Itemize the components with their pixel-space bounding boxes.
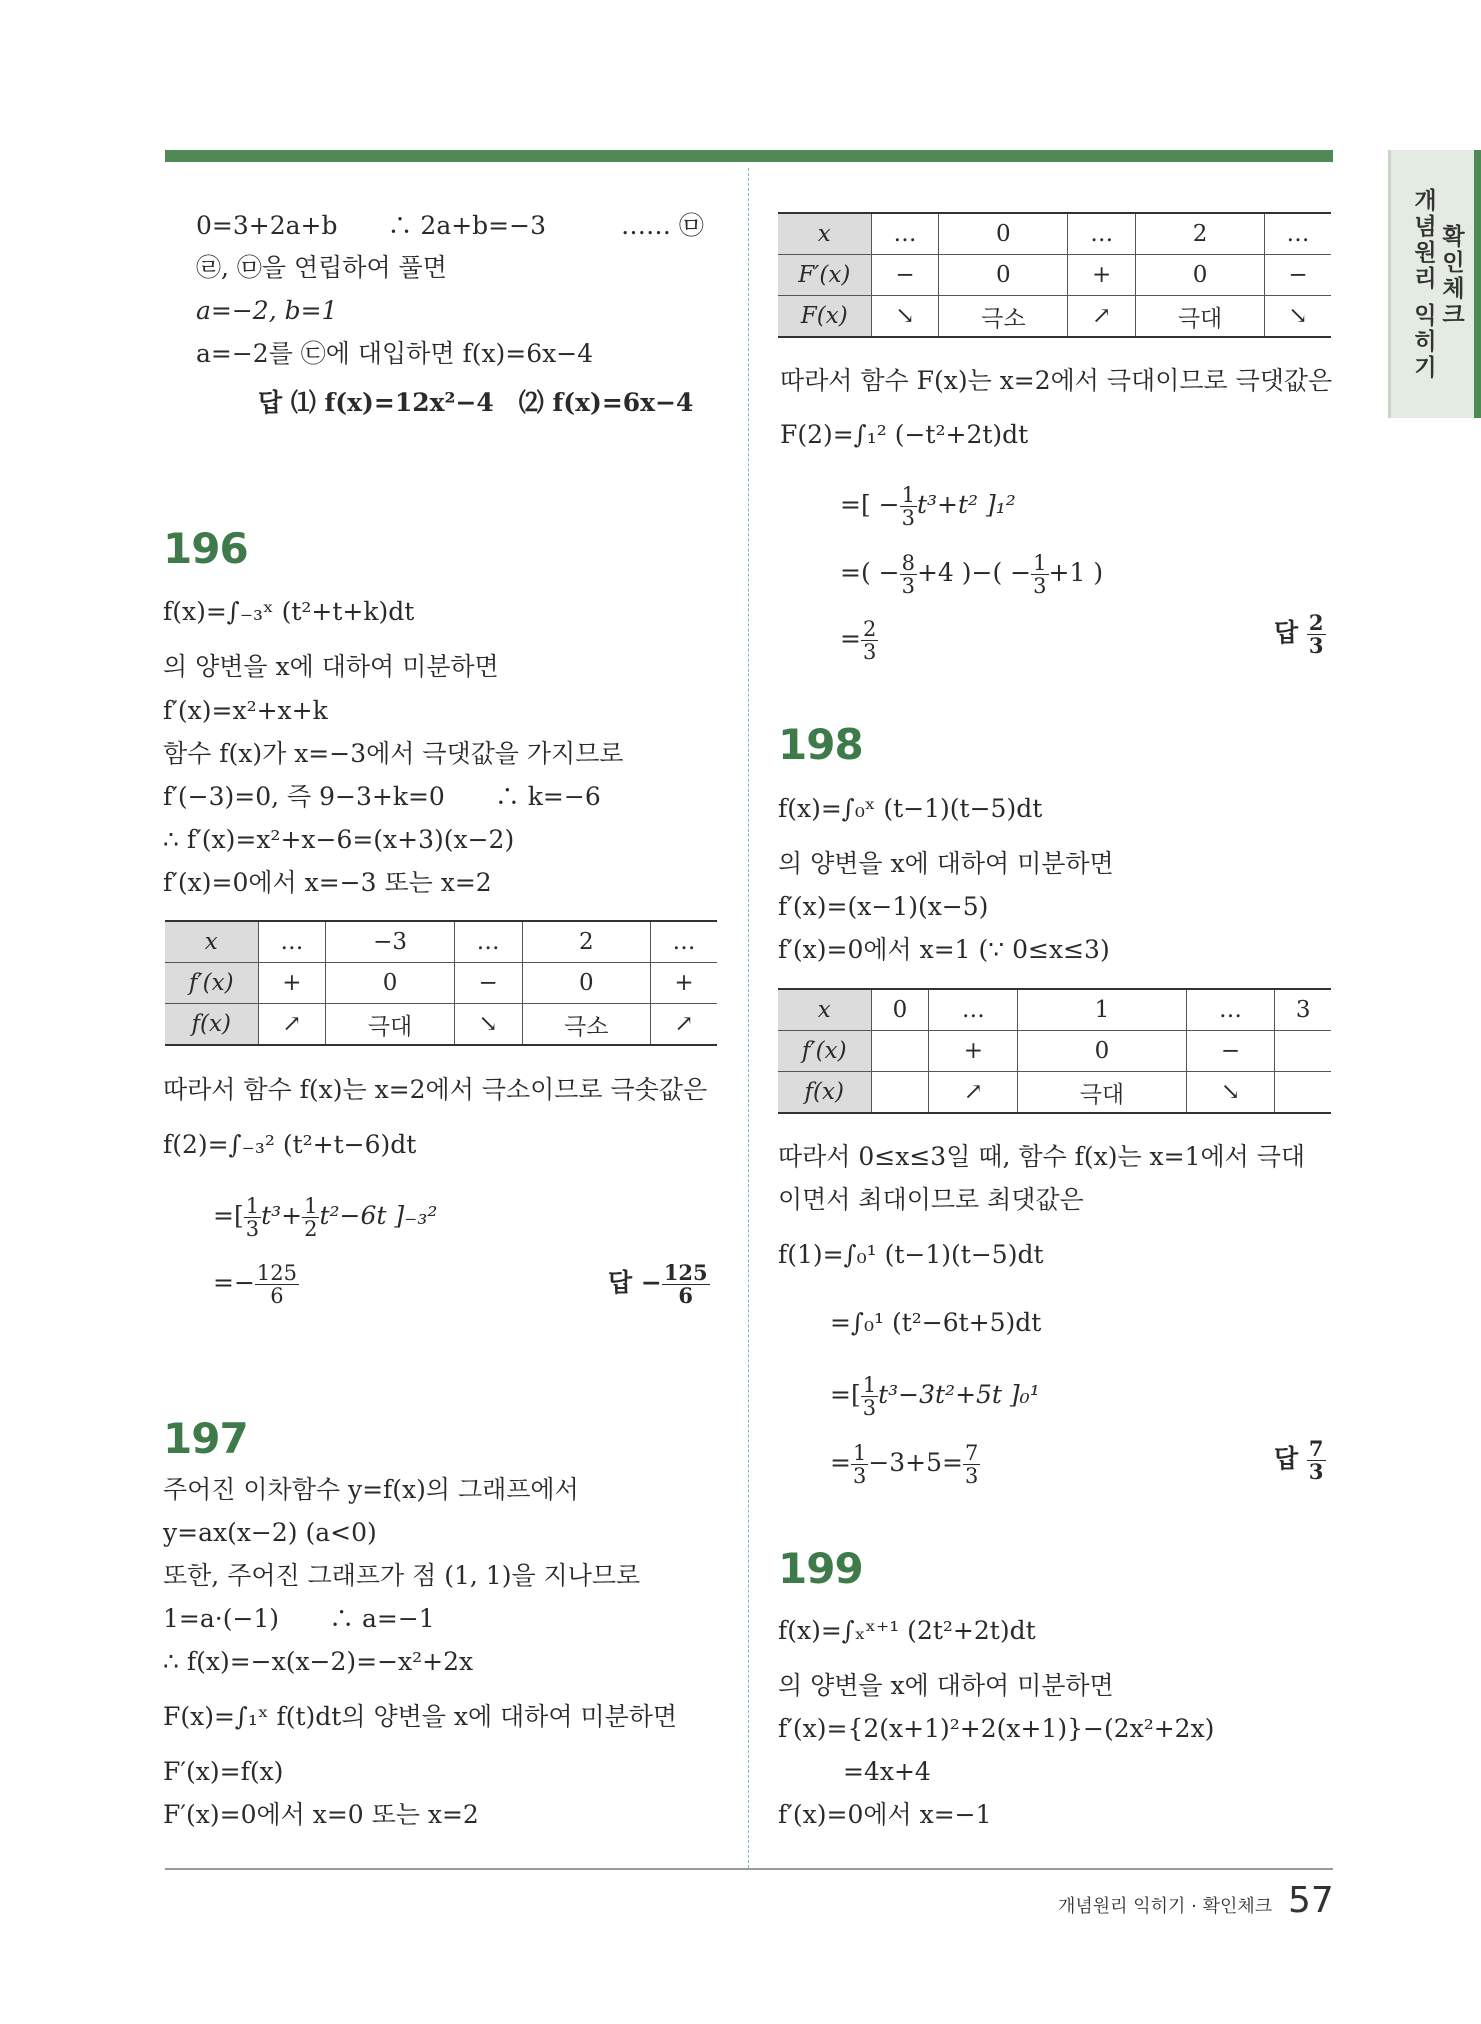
table-cell: … — [929, 989, 1018, 1031]
text-line: f′(x)=0에서 x=1 (∵ 0≤x≤3) — [778, 935, 1110, 964]
table-cell: f′(x) — [778, 1031, 871, 1072]
math-step: =∫₀¹ (t²−6t+5)dt — [830, 1308, 1042, 1337]
table-cell: ↘ — [1264, 296, 1331, 338]
math-step: =[ $\frac{1}{3}$ t³−3t²+5t ]₀¹ — [830, 1373, 1040, 1420]
text-line: ∴ f′(x)=x²+x−6=(x+3)(x−2) — [163, 825, 515, 854]
table-cell: + — [258, 963, 326, 1004]
page-number: 57 — [1288, 1880, 1334, 1921]
text-line: 0=3+2a+b ∴ 2a+b=−3 …… ㉤ — [196, 211, 704, 240]
problem-number: 198 — [778, 720, 863, 769]
text-line: 의 양변을 x에 대하여 미분하면 — [163, 652, 499, 681]
table-cell: − — [1186, 1031, 1275, 1072]
table-cell: 1 — [1018, 989, 1186, 1031]
text-line: 따라서 함수 f(x)는 x=2에서 극소이므로 극솟값은 — [163, 1075, 708, 1104]
variation-table-197 — [778, 212, 1331, 338]
text-line: F′(x)=0에서 x=0 또는 x=2 — [163, 1800, 479, 1829]
table-cell: − — [1264, 255, 1331, 296]
table-cell: 극소 — [939, 296, 1068, 338]
table-cell — [1275, 1031, 1331, 1072]
table-cell: … — [871, 213, 939, 255]
table-cell: … — [1264, 213, 1331, 255]
table-cell: 극대 — [326, 1004, 454, 1046]
table-cell: f′(x) — [165, 963, 258, 1004]
text-line: a=−2를 ㉢에 대입하면 f(x)=6x−4 — [196, 339, 594, 368]
table-cell — [871, 1031, 929, 1072]
table-cell: 0 — [522, 963, 650, 1004]
table-cell: 0 — [939, 255, 1068, 296]
text-line: a=−2, b=1 — [196, 296, 338, 325]
table-cell: 0 — [1018, 1031, 1186, 1072]
text-line: F(x)=∫₁ˣ f(t)dt의 양변을 x에 대하여 미분하면 — [163, 1702, 678, 1731]
table-cell: ↗ — [1068, 296, 1136, 338]
side-tab-line2: 확인체크 — [1438, 224, 1464, 328]
table-cell: ↗ — [929, 1072, 1018, 1114]
text-line: f′(x)=0에서 x=−3 또는 x=2 — [163, 868, 492, 897]
math-step: = $\frac{2}{3}$ — [840, 617, 877, 664]
text-line: f(x)=∫ₓˣ⁺¹ (2t²+2t)dt — [778, 1616, 1036, 1645]
table-cell: ↘ — [454, 1004, 522, 1046]
table-cell: x — [778, 213, 871, 255]
text-line: f′(−3)=0, 즉 9−3+k=0 ∴ k=−6 — [163, 782, 601, 811]
top-green-bar — [165, 150, 1333, 162]
table-cell: − — [871, 255, 939, 296]
side-tab-line1: 개념원리 익히기 — [1410, 188, 1436, 382]
table-cell: x — [165, 921, 258, 963]
table-cell: −3 — [326, 921, 454, 963]
text-line: 의 양변을 x에 대하여 미분하면 — [778, 1671, 1114, 1700]
table-cell: ↘ — [871, 296, 939, 338]
table-cell: + — [929, 1031, 1018, 1072]
table-cell: F′(x) — [778, 255, 871, 296]
text-line: ∴ f(x)=−x(x−2)=−x²+2x — [163, 1647, 474, 1676]
table-cell: 극소 — [522, 1004, 650, 1046]
table-cell: … — [651, 921, 717, 963]
problem-number: 197 — [163, 1414, 248, 1463]
table-cell — [871, 1072, 929, 1114]
answer: 답 ⑴ f(x)=12x²−4 ⑵ f(x)=6x−4 — [258, 388, 694, 417]
table-cell: 3 — [1275, 989, 1331, 1031]
text-line: y=ax(x−2) (a<0) — [163, 1518, 377, 1547]
text-line: F(2)=∫₁² (−t²+2t)dt — [780, 420, 1029, 449]
table-cell: 극대 — [1018, 1072, 1186, 1114]
answer: 답 $\frac{2}{3}$ — [1274, 610, 1324, 658]
variation-table-198 — [778, 988, 1331, 1114]
table-cell: … — [1068, 213, 1136, 255]
variation-table-196 — [165, 920, 717, 1046]
table-cell: + — [1068, 255, 1136, 296]
table-cell: … — [454, 921, 522, 963]
table-cell: 0 — [1136, 255, 1265, 296]
text-line: f(1)=∫₀¹ (t−1)(t−5)dt — [778, 1240, 1044, 1269]
math-step: =[ $\frac{1}{3}$ t³+ $\frac{1}{2}$ t²−6t ]₋₃² — [213, 1194, 438, 1241]
text-line: 1=a·(−1) ∴ a=−1 — [163, 1604, 435, 1633]
table-cell: ↘ — [1186, 1072, 1275, 1114]
table-cell — [1275, 1072, 1331, 1114]
text-line: 따라서 0≤x≤3일 때, 함수 f(x)는 x=1에서 극대 — [778, 1142, 1306, 1171]
text-line: 이면서 최대이므로 최댓값은 — [778, 1185, 1084, 1214]
text-line: F′(x)=f(x) — [163, 1757, 284, 1786]
table-cell: F(x) — [778, 296, 871, 338]
table-cell: … — [1186, 989, 1275, 1031]
table-cell: + — [651, 963, 717, 1004]
text-line: ㉣, ㉤을 연립하여 풀면 — [196, 253, 447, 282]
table-cell: f(x) — [778, 1072, 871, 1114]
text-line: =4x+4 — [843, 1757, 931, 1786]
text-line: f(2)=∫₋₃² (t²+t−6)dt — [163, 1130, 417, 1159]
table-cell: 0 — [326, 963, 454, 1004]
table-cell: 극대 — [1136, 296, 1265, 338]
bottom-rule — [165, 1868, 1333, 1870]
text-line: 함수 f(x)가 x=−3에서 극댓값을 가지므로 — [163, 739, 624, 768]
table-cell: − — [454, 963, 522, 1004]
table-cell: x — [778, 989, 871, 1031]
text-line: f′(x)=(x−1)(x−5) — [778, 892, 989, 921]
footer-text: 개념원리 익히기 · 확인체크 — [1058, 1896, 1273, 1917]
text-line: f(x)=∫₀ˣ (t−1)(t−5)dt — [778, 794, 1043, 823]
text-line: 따라서 함수 F(x)는 x=2에서 극대이므로 극댓값은 — [780, 366, 1333, 395]
table-cell: 2 — [1136, 213, 1265, 255]
math-step: =[ − $\frac{1}{3}$ t³+t² ]₁² — [840, 483, 1016, 530]
problem-number: 199 — [778, 1544, 863, 1593]
table-cell: … — [258, 921, 326, 963]
table-cell: 2 — [522, 921, 650, 963]
math-step: = $\frac{1}{3}$ −3+5= $\frac{7}{3}$ — [830, 1441, 979, 1488]
side-tab-accent — [1474, 150, 1481, 418]
text-line: 의 양변을 x에 대하여 미분하면 — [778, 849, 1114, 878]
text-line: f(x)=∫₋₃ˣ (t²+t+k)dt — [163, 597, 415, 626]
column-divider — [748, 168, 749, 1868]
math-step: =− $\frac{125}{6}$ — [213, 1261, 297, 1308]
math-step: =( − $\frac{8}{3}$ +4 )−( − $\frac{1}{3}$ +1 ) — [840, 551, 1104, 598]
problem-number: 196 — [163, 524, 248, 573]
table-cell: 0 — [939, 213, 1068, 255]
text-line: f′(x)=0에서 x=−1 — [778, 1800, 992, 1829]
side-tab[interactable] — [1388, 150, 1481, 418]
text-line: f′(x)={2(x+1)²+2(x+1)}−(2x²+2x) — [778, 1714, 1215, 1743]
text-line: 주어진 이차함수 y=f(x)의 그래프에서 — [163, 1475, 579, 1504]
table-cell: 0 — [871, 989, 929, 1031]
text-line: f′(x)=x²+x+k — [163, 696, 328, 725]
table-cell: ↗ — [651, 1004, 717, 1046]
answer: 답 − $\frac{125}{6}$ — [608, 1260, 708, 1308]
table-cell: f(x) — [165, 1004, 258, 1046]
answer: 답 $\frac{7}{3}$ — [1274, 1436, 1324, 1484]
text-line: 또한, 주어진 그래프가 점 (1, 1)을 지나므로 — [163, 1561, 641, 1590]
table-cell: ↗ — [258, 1004, 326, 1046]
